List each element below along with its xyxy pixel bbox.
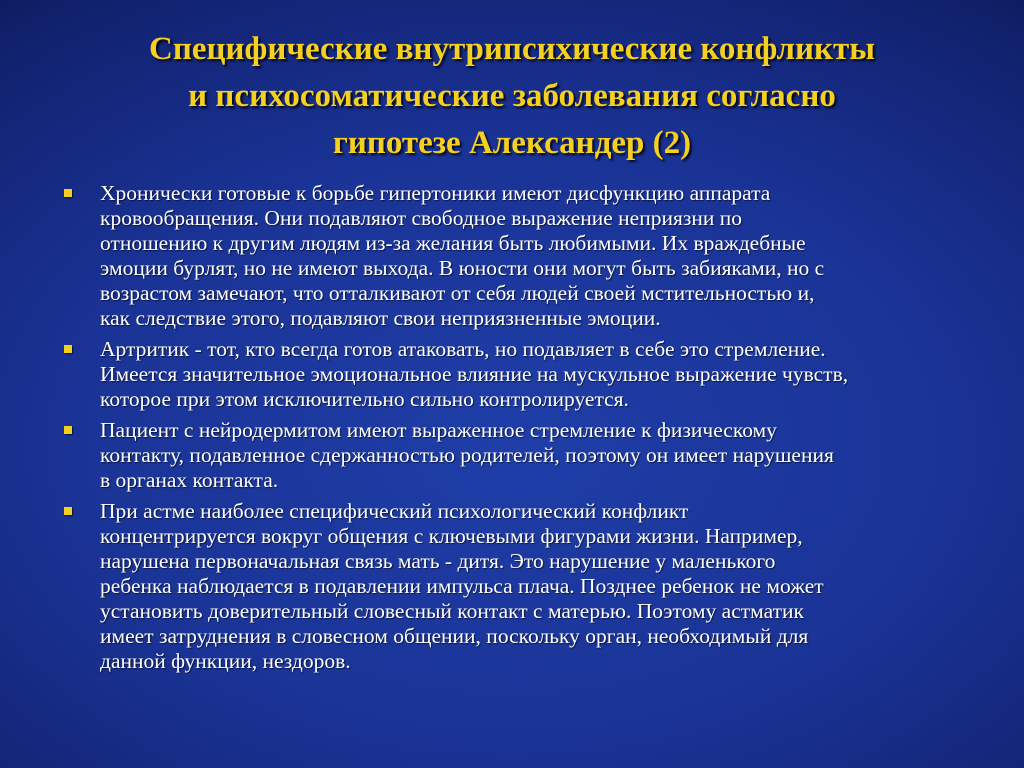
text-line: данной функции, нездоров. [100, 649, 351, 673]
bullet-item-arthritis [64, 337, 974, 412]
text-line: Имеется значительное эмоциональное влияние на мускульное выражение чувств, [100, 362, 849, 386]
text-line: Пациент с нейродермитом имеют выраженное стремление к физическому [100, 418, 777, 442]
bullet-text [100, 337, 974, 412]
bullet-item-asthma [64, 499, 974, 674]
text-line: установить доверительный словесный контакт с матерью. Поэтому астматик [100, 599, 804, 623]
text-line: нарушена первоначальная связь мать - дитя. Это нарушение у маленького [100, 549, 776, 573]
bullet-text [100, 181, 974, 331]
square-bullet-icon [64, 426, 72, 434]
title-line: и психосоматические заболевания согласно [188, 78, 836, 114]
text-line: эмоции бурлят, но не имеют выхода. В юности они могут быть забияками, но с [100, 256, 825, 280]
text-line: контакту, подавленное сдержанностью родителей, поэтому он имеет нарушения [100, 443, 834, 467]
text-line: как следствие этого, подавляют свои неприязненные эмоции. [100, 306, 661, 330]
title-line: гипотезе Александер (2) [332, 125, 692, 161]
text-line: концентрируется вокруг общения с ключевыми фигурами жизни. Например, [100, 524, 803, 548]
square-bullet-icon [64, 345, 72, 353]
text-line: кровообращения. Они подавляют свободное выражение неприязни по [100, 206, 743, 230]
text-line: которое при этом исключительно сильно контролируется. [100, 387, 629, 411]
text-line: имеет затруднения в словесном общении, поскольку орган, необходимый для [100, 624, 809, 648]
bullet-list [64, 181, 974, 680]
text-line: отношению к другим людям из-за желания быть любимыми. Их враждебные [100, 231, 806, 255]
bullet-text [100, 499, 974, 674]
bullet-item-neurodermatitis [64, 418, 974, 493]
slide-title [40, 26, 984, 167]
text-line: Артритик - тот, кто всегда готов атаковать, но подавляет в себе это стремление. [100, 337, 826, 361]
text-line: При астме наиболее специфический психологический конфликт [100, 499, 689, 523]
title-line: Специфические внутрипсихические конфликты [149, 31, 875, 67]
text-line: ребенка наблюдается в подавлении импульса плача. Позднее ребенок не может [100, 574, 824, 598]
square-bullet-icon [64, 507, 72, 515]
text-line: в органах контакта. [100, 468, 279, 492]
text-line: Хронически готовые к борьбе гипертоники имеют дисфункцию аппарата [100, 181, 771, 205]
bullet-text [100, 418, 974, 493]
text-line: возрастом замечают, что отталкивают от себя людей своей мстительностью и, [100, 281, 815, 305]
square-bullet-icon [64, 189, 72, 197]
bullet-item-hypertension [64, 181, 974, 331]
